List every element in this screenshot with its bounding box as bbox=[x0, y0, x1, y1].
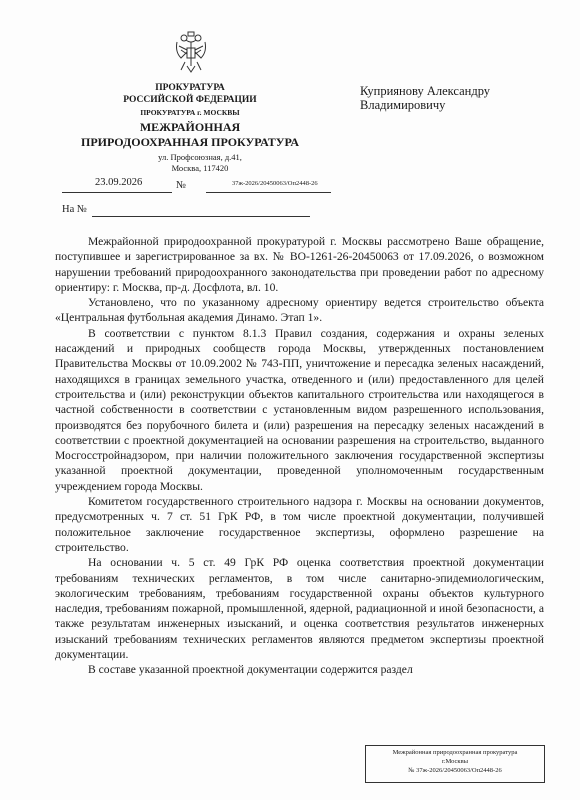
stamp-line-3: № 37ж-2026/20450063/Оп2448-26 bbox=[408, 767, 502, 774]
letter-body bbox=[55, 234, 544, 678]
document-date: 23.09.2026 bbox=[95, 177, 143, 188]
reference-underline bbox=[92, 216, 310, 217]
org-name-header bbox=[110, 82, 270, 106]
stamp-line-1: Межрайонная природоохранная прокуратура bbox=[392, 749, 518, 756]
double-headed-eagle-emblem-icon bbox=[173, 30, 209, 74]
date-underline bbox=[62, 192, 172, 193]
registration-stamp bbox=[365, 745, 545, 783]
body-paragraph: Установлено, что по указанному адресному ориентиру ведется строительство объекта «Центральная футбольная академия Динамо. Этап 1». bbox=[55, 296, 544, 325]
recipient-line-1: Куприянову Александру bbox=[360, 84, 491, 98]
header-line-2: РОССИЙСКОЙ ФЕДЕРАЦИИ bbox=[123, 95, 257, 105]
body-paragraph: На основании ч. 5 ст. 49 ГрК РФ оценка соответствия проектной документации требованиям технических регламентов, в том числе санитарно-эпидемиологическим, экологическим требованиям, требованиям государственной охраны объектов культурного наследия, требованиям пожарной, промышленной, ядерной, радиационной и иной безопасности, а также результатам инженерных изысканий, и оценка соответствия результатов инженерных изысканий требованиям технических регламентов являются предметом экспертизы проектной документации. bbox=[55, 556, 544, 662]
header-line-3: ПРОКУРАТУРА г. МОСКВЫ bbox=[140, 108, 240, 117]
outgoing-number: 37ж-2026/20450063/Оп2448-26 bbox=[232, 180, 318, 187]
stamp-line-2: г.Москвы bbox=[441, 758, 469, 765]
body-paragraph: Комитетом государственного строительного надзора г. Москвы на основании документов, предусмотренных ч. 7 ст. 51 ГрК РФ, в том числе проектной документации, получившей положительное заключение государственное экспертизы, оформлено разрешение на строительство. bbox=[55, 495, 544, 554]
office-address bbox=[145, 152, 255, 174]
recipient-line-2: Владимировичу bbox=[360, 98, 446, 112]
body-paragraph: В соответствии с пунктом 8.1.3 Правил создания, содержания и охраны зеленых насаждений и природных сообществ города Москвы, утвержденных постановлением Правительства Москвы от 10.09.2002 № 743-ПП, уничтожение и пересадка зеленых насаждений, находящихся в границах земельного участка, отведенного и (или) предоставленного для целей строительства и (или) реконструкции объектов капитального строительства или находящегося в частной собственности в соответствии с установленным видом разрешенного использования, производятся без порубочного билета и (или) разрешения на пересадку зеленых насаждений в соответствии с проектной документацией на основании разрешения на строительство, выданного Мосгосстройнадзором, при наличии положительного заключения государственной экспертизы указанной проектной документации, проведенной уполномоченным государственным учреждением города Москвы. bbox=[55, 326, 544, 493]
address-line-2: Москва, 117420 bbox=[171, 163, 229, 173]
prosecutor-office-title bbox=[80, 120, 300, 150]
header-line-1: ПРОКУРАТУРА bbox=[155, 83, 225, 93]
body-paragraph: В составе указанной проектной документации содержится раздел bbox=[88, 663, 413, 677]
reference-label: На № bbox=[62, 204, 87, 215]
header-line-5: ПРИРОДООХРАННАЯ ПРОКУРАТУРА bbox=[81, 135, 299, 149]
recipient-block bbox=[360, 84, 550, 112]
number-label: № bbox=[176, 180, 187, 191]
address-line-1: ул. Профсоюзная, д.41, bbox=[158, 152, 242, 162]
body-paragraph: Межрайонной природоохранной прокуратурой г. Москвы рассмотрено Ваше обращение, поступившее и зарегистрированное за вх. № ВО-1261-26-20450063 от 17.09.2026, о возможном нарушении требований природоохранного законодательства при проведении работ по адресному ориентиру: г. Москва, пр-д. Досфлота, вл. 10. bbox=[55, 235, 544, 294]
header-line-4: МЕЖРАЙОННАЯ bbox=[139, 120, 241, 134]
number-underline bbox=[206, 192, 331, 193]
